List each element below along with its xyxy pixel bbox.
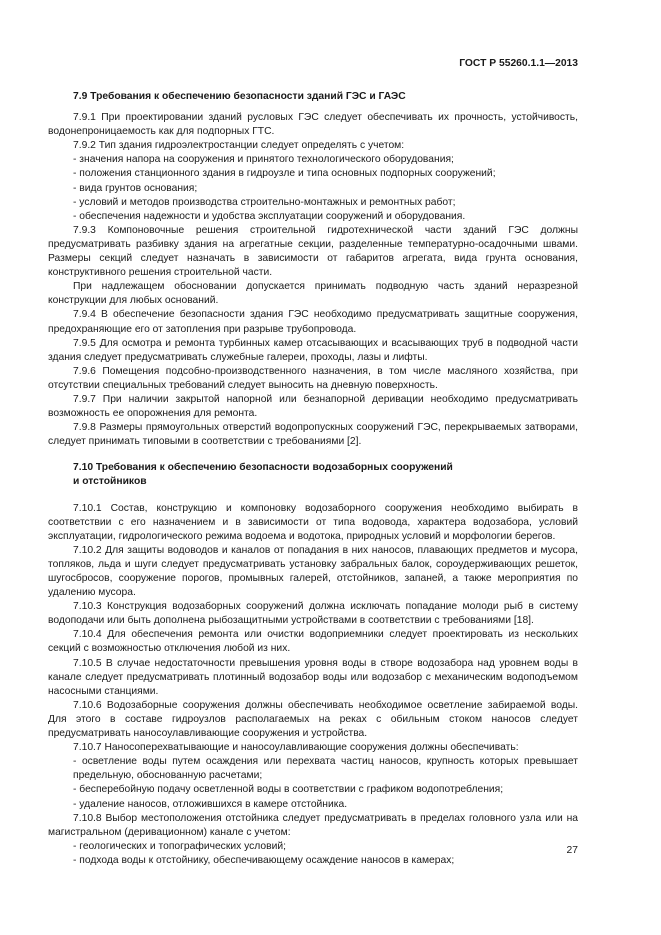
paragraph: 7.9.3 Компоновочные решения строительной гидротехнической части зданий ГЭС должны предусматривать разбивку здания на агрегатные секции, разделенные температурно-осадочными швами. Размеры секций следует назначать в зависимости от габаритов агрегата, вида грунта основания, конструктивного решения строительной части. bbox=[48, 224, 578, 279]
paragraph: 7.10.8 Выбор местоположения отстойника следует предусматривать в пределах головного узла или на магистральном (деривационном) канале с учетом: bbox=[48, 812, 578, 838]
list-item: - удаление наносов, отложившихся в камере отстойника. bbox=[73, 798, 348, 810]
section-heading: 7.9 Требования к обеспечению безопасности зданий ГЭС и ГАЭС bbox=[73, 91, 406, 102]
paragraph: 7.9.1 При проектировании зданий русловых ГЭС следует обеспечивать их прочность, устойчивость, водонепроницаемость как для подпорных ГТС. bbox=[48, 112, 578, 138]
list-item: - вида грунтов основания; bbox=[73, 182, 198, 194]
page-number: 27 bbox=[566, 845, 578, 856]
list-item: - обеспечения надежности и удобства эксплуатации сооружений и оборудования. bbox=[73, 210, 466, 222]
paragraph: 7.9.6 Помещения подсобно-производственного назначения, в том числе масляного хозяйства, при отсутствии специальных требований следует выносить на дневную поверхность. bbox=[48, 365, 578, 391]
list-item: - значения напора на сооружения и принятого технологического оборудования; bbox=[73, 154, 454, 166]
paragraph: 7.10.6 Водозаборные сооружения должны обеспечивать необходимое осветление забираемой воды. Для этого в составе гидроузлов располагаемых на реках с обильным стоком наносов следует предусматривать наносоулавливающие сооружения и устройства. bbox=[48, 699, 578, 740]
list-item: - осветление воды путем осаждения или перехвата частиц наносов, крупность которых превышает предельную, обоснованную расчетами; bbox=[73, 756, 578, 782]
list-item: - условий и методов производства строительно-монтажных и ремонтных работ; bbox=[73, 196, 456, 208]
paragraph: 7.9.8 Размеры прямоугольных отверстий водопропускных сооружений ГЭС, перекрываемых затворами, следует принимать типовыми в соответствии с требованиями [2]. bbox=[48, 422, 578, 448]
section-body bbox=[48, 502, 578, 868]
paragraph: 7.9.7 При наличии закрытой напорной или безнапорной деривации необходимо предусматривать возможность ее опорожнения для ремонта. bbox=[48, 393, 578, 420]
paragraph: При надлежащем обосновании допускается принимать подводную часть зданий неразрезной конструкции для любых оснований. bbox=[48, 281, 578, 307]
list-item: - подхода воды к отстойнику, обеспечивающему осаждение наносов в камерах; bbox=[73, 854, 455, 866]
list-item: - положения станционного здания в гидроузле и типа основных подпорных сооружений; bbox=[73, 168, 496, 180]
paragraph: 7.10.5 В случае недостаточности превышения уровня воды в створе водозабора над уровнем воды в канале следует предусматривать плотинный водозабор воды или водозабор с механическим водоподъемом насосными станциями. bbox=[48, 657, 578, 697]
paragraph: 7.9.5 Для осмотра и ремонта турбинных камер отсасывающих и всасывающих труб в подводной части здания следует предусматривать служебные галереи, проходы, лазы и лифты. bbox=[48, 337, 578, 363]
section-body bbox=[48, 111, 578, 449]
paragraph: 7.10.2 Для защиты водоводов и каналов от попадания в них наносов, плавающих предметов и мусора, топляков, льда и шуги следует предусматривать установку забральных балок, сороудерживающих решеток, шугосбросов, сооружение порогов, промывных галерей, отстойников, запаней, а также мероприятия по удалению мусора. bbox=[48, 544, 578, 599]
paragraph: 7.10.4 Для обеспечения ремонта или очистки водоприемники следует проектировать из нескольких секций с возможностью отключения любой из них. bbox=[48, 629, 578, 655]
section-heading-continuation: и отстойников bbox=[73, 476, 147, 488]
paragraph: 7.10.1 Состав, конструкцию и компоновку водозаборного сооружения необходимо выбирать в соответствии с его назначением и в зависимости от типа водовода, характера водозабора, условий эксплуатации, гидрологического режима водоема и водотока, природных условий и морфологии берегов. bbox=[48, 502, 578, 542]
paragraph: 7.9.2 Тип здания гидроэлектростанции следует определять с учетом: bbox=[73, 140, 405, 152]
paragraph: 7.10.7 Наносоперехватывающие и наносоулавливающие сооружения должны обеспечивать: bbox=[73, 742, 519, 754]
paragraph: 7.10.3 Конструкция водозаборных сооружений должна исключать попадание молоди рыб в систему водоподачи или быть дополнена рыбозащитными устройствами в соответствии с требованиями [18]. bbox=[48, 601, 578, 627]
paragraph: 7.9.4 В обеспечение безопасности здания ГЭС необходимо предусматривать защитные сооружения, предохраняющие его от затопления при разрыве трубопровода. bbox=[48, 309, 578, 335]
document-body bbox=[48, 90, 578, 868]
list-item: - бесперебойную подачу осветленной воды в соответствии с графиком водопотребления; bbox=[73, 784, 504, 796]
list-item: - геологических и топографических условий; bbox=[73, 840, 286, 852]
section-heading: 7.10 Требования к обеспечению безопасности водозаборных сооружений bbox=[73, 462, 453, 474]
document-header: ГОСТ Р 55260.1.1—2013 bbox=[459, 58, 578, 69]
